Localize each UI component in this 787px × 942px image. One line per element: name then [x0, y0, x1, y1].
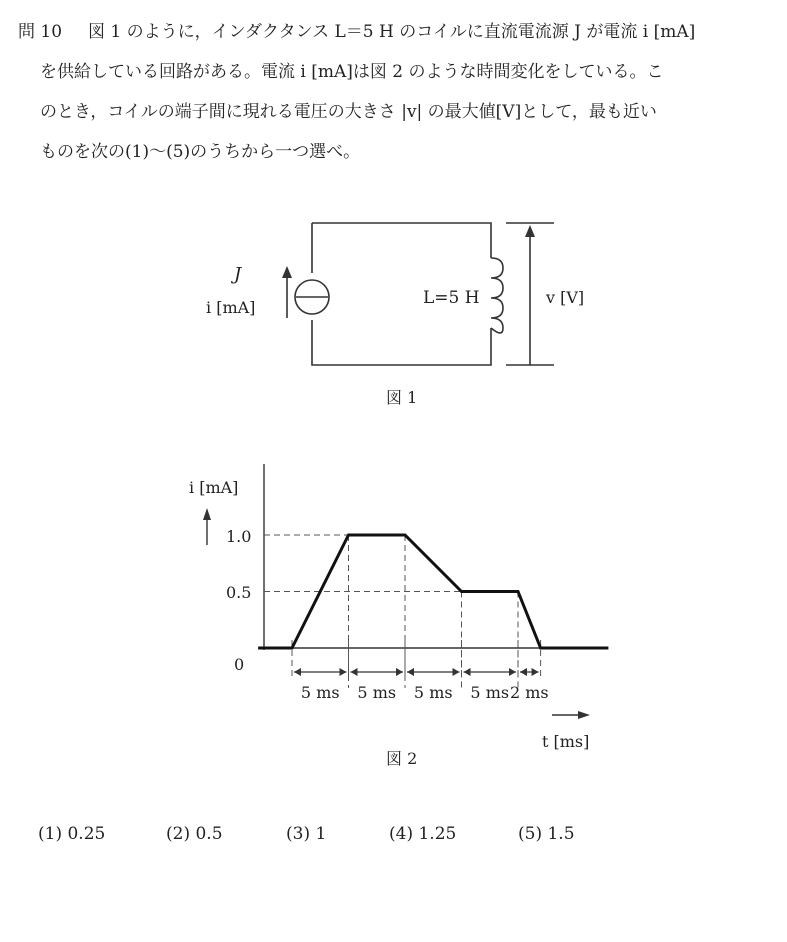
question-line-1: 図 1 のように，インダクタンス L＝5 H のコイルに直流電流源 J が電流 i [mA] — [88, 22, 696, 42]
y-axis-label: i [mA] — [189, 478, 239, 497]
interval-arrow-head — [532, 668, 539, 676]
x-axis-label: t [ms] — [542, 732, 590, 751]
interval-label: 2 ms — [509, 683, 549, 702]
x-arrow-icon — [578, 711, 590, 719]
source-arrow-icon — [282, 266, 292, 278]
y-arrow-icon — [203, 508, 211, 520]
y-tick-0: 0 — [234, 655, 245, 674]
source-name: J — [234, 264, 242, 285]
interval-arrow-head — [340, 668, 347, 676]
source-current-label: i [mA] — [206, 298, 256, 317]
interval-label: 5 ms — [357, 683, 397, 702]
interval-arrow-head — [396, 668, 403, 676]
interval-arrow-head — [351, 668, 358, 676]
interval-label: 5 ms — [413, 683, 453, 702]
choice-1[interactable]: (1) 0.25 — [38, 824, 106, 844]
interval-arrow-head — [520, 668, 527, 676]
interval-arrow-head — [464, 668, 471, 676]
interval-arrow-head — [509, 668, 516, 676]
interval-arrow-head — [453, 668, 460, 676]
interval-arrow-head — [407, 668, 414, 676]
figure-1-caption: 図 1 — [386, 388, 418, 407]
y-tick-0.5: 0.5 — [226, 583, 252, 602]
interval-arrow-head — [294, 668, 301, 676]
y-tick-1.0: 1.0 — [226, 527, 252, 546]
question-line-3: のとき，コイルの端子間に現れる電圧の大きさ |v| の最大値[V]として，最も近い — [40, 102, 657, 122]
interval-label: 5 ms — [470, 683, 510, 702]
question-number: 問 10 — [18, 22, 63, 42]
figure-2-chart — [0, 450, 787, 770]
interval-label: 5 ms — [300, 683, 340, 702]
inductor-label: L=5 H — [423, 288, 480, 308]
choice-5[interactable]: (5) 1.5 — [518, 824, 575, 844]
figure-2-caption: 図 2 — [386, 749, 418, 768]
inductor-coil-symbol — [491, 258, 503, 333]
choice-4[interactable]: (4) 1.25 — [389, 824, 457, 844]
voltage-arrow-icon — [525, 225, 535, 237]
voltage-label: v [V] — [546, 288, 585, 307]
question-line-2: を供給している回路がある。電流 i [mA]は図 2 のような時間変化をしている。こ — [40, 62, 664, 82]
choice-3[interactable]: (3) 1 — [286, 824, 327, 844]
current-waveform-line — [258, 535, 608, 648]
question-line-4: ものを次の(1)～(5)のうちから一つ選べ。 — [40, 142, 361, 162]
choice-2[interactable]: (2) 0.5 — [166, 824, 223, 844]
